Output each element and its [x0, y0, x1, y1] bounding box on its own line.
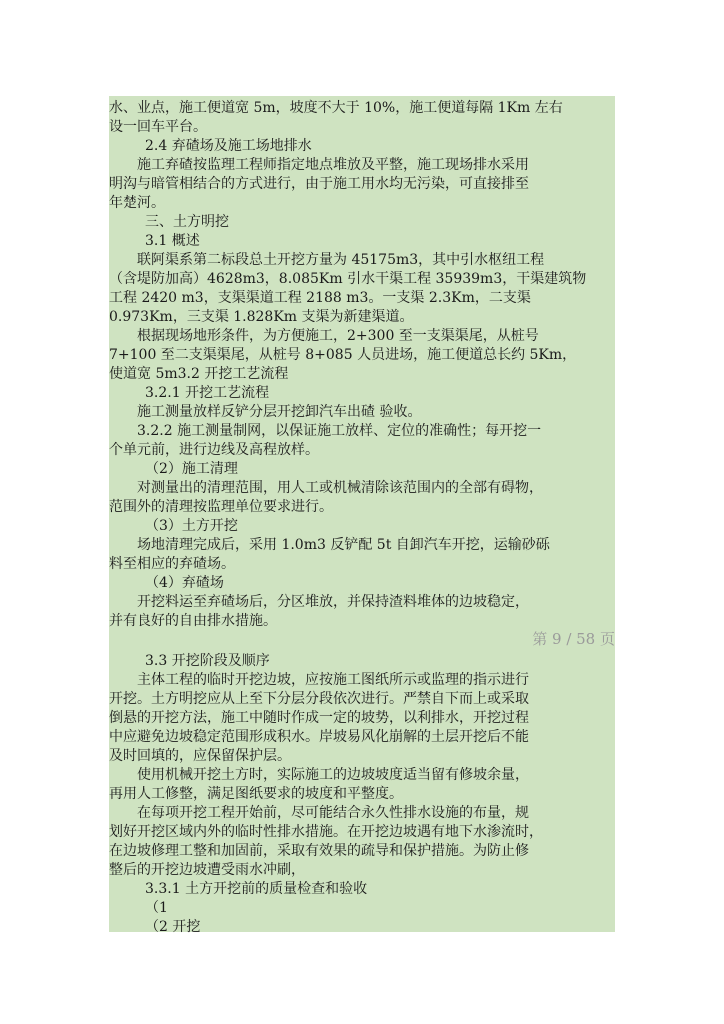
- text-line: 整后的开挖边坡遭受雨水冲刷，: [109, 862, 305, 878]
- text-line: 0.973Km，三支渠 1.828Km 支渠为新建渠道。: [109, 309, 414, 325]
- list-item: （1: [145, 900, 168, 916]
- text-line: 年楚河。: [109, 195, 165, 211]
- text-line: 使道宽 5m3.2 开挖工艺流程: [109, 366, 289, 382]
- text-line: 工程 2420 m3，支渠渠道工程 2188 m3。一支渠 2.3Km，二支渠: [109, 290, 531, 306]
- text-line: 7+100 至二支渠渠尾，从桩号 8+085 人员进场，施工便道总长约 5Km，: [109, 347, 577, 363]
- subsection-heading: （4）弃碴场: [145, 575, 224, 591]
- text-line: 开挖料运至弃碴场后，分区堆放，并保持渣料堆体的边坡稳定，: [137, 594, 529, 610]
- section-heading: 2.4 弃碴场及施工场地排水: [145, 138, 312, 154]
- text-line: 明沟与暗管相结合的方式进行，由于施工用水均无污染，可直接排至: [109, 176, 529, 192]
- text-line: 主体工程的临时开挖边坡，应按施工图纸所示或监理的指示进行: [137, 672, 529, 688]
- section-heading: 3.3 开挖阶段及顺序: [145, 653, 270, 669]
- text-line: 中应避免边坡稳定范围形成积水。岸坡易风化崩解的土层开挖后不能: [109, 729, 529, 745]
- text-line: 水、业点，施工便道宽 5m，坡度不大于 10%，施工便道每隔 1Km 左右: [109, 100, 563, 116]
- text-line: 设一回车平台。: [109, 119, 207, 135]
- text-block-bottom: [109, 652, 615, 937]
- text-line: 开挖。土方明挖应从上至下分层分段依次进行。严禁自下而上或采取: [109, 691, 529, 707]
- text-block-top: [109, 99, 615, 631]
- text-line: 场地清理完成后，采用 1.0m3 反铲配 5t 自卸汽车开挖，运输砂砾: [137, 537, 550, 553]
- text-line: 对测量出的清理范围，用人工或机械清除该范围内的全部有碍物，: [137, 480, 543, 496]
- text-line: 范围外的清理按监理单位要求进行。: [109, 499, 333, 515]
- list-item: （2 开挖: [145, 919, 201, 935]
- page-number: 第 9 / 58 页: [532, 630, 615, 648]
- section-heading: 三、土方明挖: [145, 214, 229, 230]
- text-line: 施工测量放样反铲分层开挖卸汽车出碴 验收。: [137, 404, 422, 420]
- section-heading: 3.3.1 土方开挖前的质量检查和验收: [145, 881, 368, 897]
- section-heading: 3.1 概述: [145, 233, 200, 249]
- text-line: 个单元前，进行边线及高程放样。: [109, 442, 319, 458]
- text-line: 使用机械开挖土方时，实际施工的边坡坡度适当留有修坡余量，: [137, 767, 529, 783]
- text-line: 施工弃碴按监理工程师指定地点堆放及平整，施工现场排水采用: [137, 157, 529, 173]
- subsection-heading: （2）施工清理: [145, 461, 238, 477]
- text-line: 再用人工修整，满足图纸要求的坡度和平整度。: [109, 786, 403, 802]
- text-line: 在边坡修理工整和加固前，采取有效果的疏导和保护措施。为防止修: [109, 843, 529, 859]
- section-heading: 3.2.1 开挖工艺流程: [145, 385, 270, 401]
- text-line: 倒悬的开挖方法，施工中随时作成一定的坡势，以利排水，开挖过程: [109, 710, 529, 726]
- text-line: 划好开挖区域内外的临时性排水措施。在开挖边坡遇有地下水渗流时，: [109, 824, 543, 840]
- text-line: 根据现场地形条件，为方便施工，2+300 至一支渠渠尾，从桩号: [137, 328, 539, 344]
- text-line: （含堤防加高）4628m3，8.085Km 引水干渠工程 35939m3，干渠建筑物: [109, 271, 587, 287]
- text-line: 3.2.2 施工测量制网，以保证施工放样、定位的准确性；每开挖一: [137, 423, 542, 439]
- text-line: 及时回填的，应保留保护层。: [109, 748, 291, 764]
- text-line: 在每项开挖工程开始前，尽可能结合永久性排水设施的布量，规: [137, 805, 529, 821]
- text-line: 料至相应的弃碴场。: [109, 556, 235, 572]
- text-line: 联阿渠系第二标段总土开挖方量为 45175m3，其中引水枢纽工程: [137, 252, 545, 268]
- text-line: 并有良好的自由排水措施。: [109, 613, 277, 629]
- subsection-heading: （3）土方开挖: [145, 518, 238, 534]
